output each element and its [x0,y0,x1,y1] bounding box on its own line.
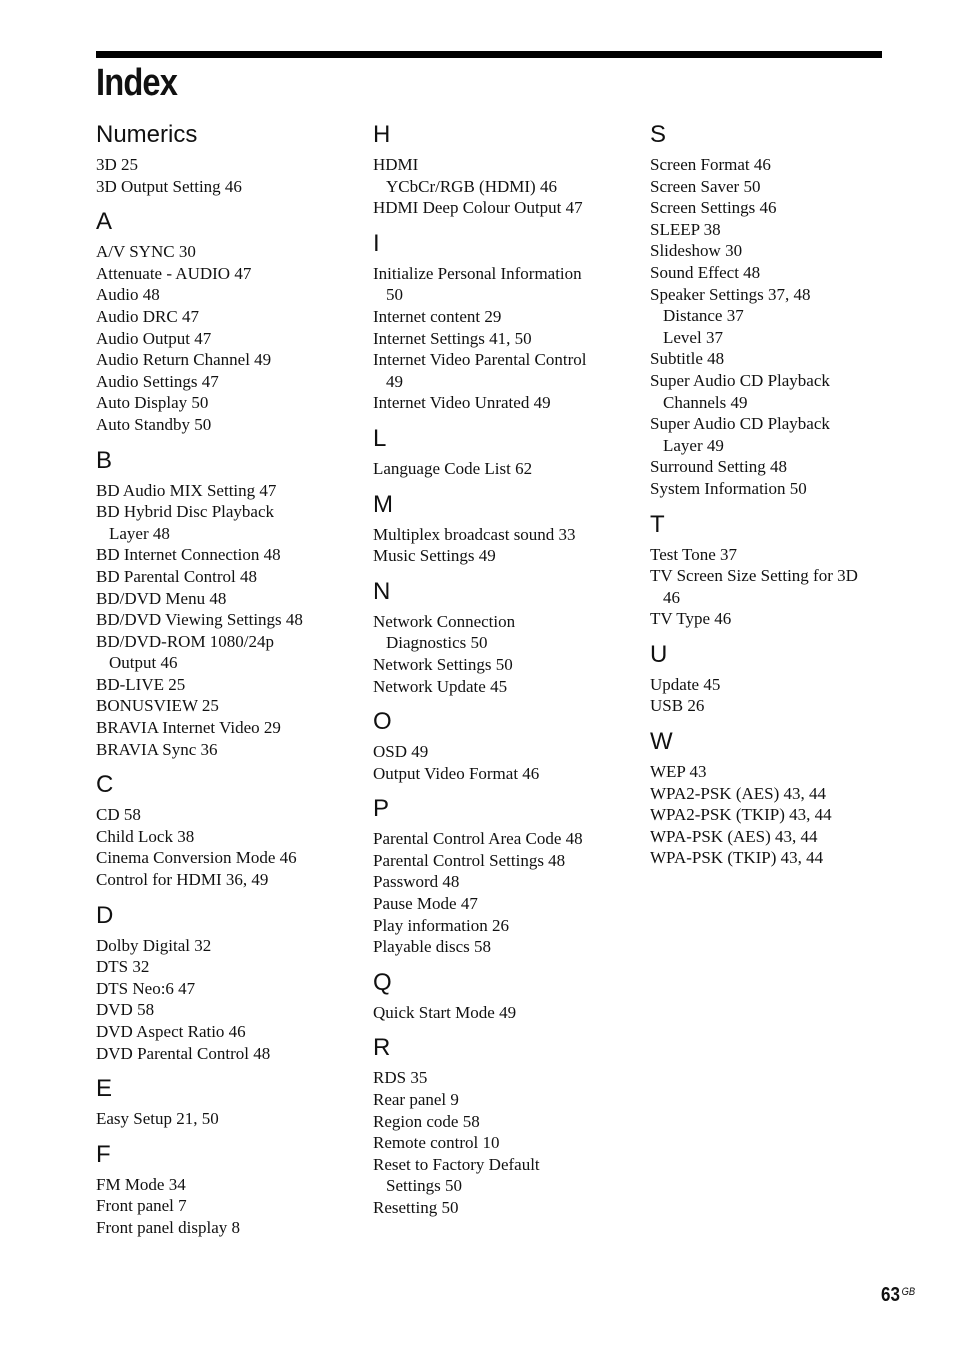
index-entry [650,219,900,241]
index-entry-text: Easy Setup 21, 50 [96,1109,219,1129]
section-heading: H [373,121,391,148]
index-entry [373,458,623,480]
index-entry-text: Resetting 50 [373,1198,459,1217]
index-entry [96,1021,346,1043]
section-heading: I [373,229,380,257]
index-section [373,488,623,567]
section-heading: Numerics [96,121,198,148]
index-entry-text: Auto Display 50 [96,393,209,413]
index-entry [96,566,346,588]
index-entry-text: Internet Video Parental Control [373,350,587,370]
index-entry [96,847,346,869]
index-section [96,444,346,761]
section-heading: R [373,1034,391,1062]
index-section [96,1138,346,1239]
index-entry-subline: 50 [386,285,403,305]
index-entry [650,154,900,176]
index-entry-text: Remote control 10 [373,1133,500,1153]
index-entry-text: BD/DVD Menu 48 [96,588,227,608]
index-section [373,118,623,219]
index-entry [650,565,900,608]
index-entry [373,1111,623,1133]
index-entry [96,935,346,957]
index-section [373,1031,623,1218]
index-entry [373,850,623,872]
index-entry [373,197,623,219]
section-heading: Q [373,968,392,996]
index-entry [96,328,346,350]
index-entry [650,783,900,805]
index-entry-text: Test Tone 37 [650,544,738,564]
index-entry-text: DVD 58 [96,1000,155,1020]
index-entry [96,371,346,393]
index-entry [96,978,346,1000]
index-entry-subline: Diagnostics 50 [386,633,488,653]
index-entry [650,456,900,478]
index-entry-text: Child Lock 38 [96,826,195,846]
index-entry-text: Language Code List 62 [373,458,533,478]
index-entry-subline: Level 37 [663,327,723,347]
index-entry-subline: Distance 37 [663,306,744,326]
index-section [373,422,623,480]
index-entry-text: Internet Settings 41, 50 [373,328,532,348]
index-entry [373,1002,623,1024]
index-entry-subline: 46 [663,587,680,607]
index-entry [373,893,623,915]
index-entry-text: Play information 26 [373,915,509,935]
section-heading: N [373,577,391,605]
index-entry-text: Surround Setting 48 [650,457,787,477]
index-entry [96,1108,346,1130]
index-entry [650,370,900,413]
index-section [373,792,623,958]
index-entry [96,717,346,739]
index-entry-text: Auto Standby 50 [96,414,212,434]
index-entry-text: DTS 32 [96,957,150,977]
index-entry [373,1197,623,1219]
index-entry-text: Super Audio CD Playback [650,414,830,434]
section-heading: F [96,1140,111,1168]
index-entry-text: WPA2-PSK (AES) 43, 44 [650,783,827,803]
index-entry [373,1154,623,1197]
index-section [96,118,346,197]
index-entry-text: WPA-PSK (AES) 43, 44 [650,826,818,846]
index-entry [96,263,346,285]
index-entry-subline: Layer 49 [663,435,724,455]
index-entry-text: BD Hybrid Disc Playback [96,502,275,522]
index-entry [96,544,346,566]
index-entry-text: Speaker Settings 37, 48 [650,284,811,304]
index-entry [373,154,623,197]
index-entry [96,695,346,717]
index-entry-text: Password 48 [373,872,460,892]
index-entry-subline: Channels 49 [663,392,748,412]
index-entry-text: Quick Start Mode 49 [373,1002,517,1022]
index-entry-text: Screen Settings 46 [650,198,777,218]
index-entry [650,197,900,219]
index-entry-text: BD Internet Connection 48 [96,545,281,565]
index-entry-subline: YCbCr/RGB (HDMI) 46 [386,176,557,196]
index-entry-text: WPA-PSK (TKIP) 43, 44 [650,848,824,868]
index-entry [96,414,346,436]
index-entry [373,915,623,937]
index-entry [650,674,900,696]
index-entry [96,1217,346,1239]
section-heading: U [650,640,668,668]
index-entry [96,154,346,176]
index-entry [96,804,346,826]
index-section [650,508,900,630]
index-entry-text: Pause Mode 47 [373,894,478,914]
index-entry-text: A/V SYNC 30 [96,242,196,262]
index-entry [96,1043,346,1065]
index-section [650,118,900,500]
index-entry-text: BD Audio MIX Setting 47 [96,480,277,500]
index-entry [373,1132,623,1154]
index-entry [650,544,900,566]
index-entry [650,176,900,198]
index-entry-text: BRAVIA Internet Video 29 [96,718,281,738]
index-entry-subline: 49 [386,371,403,391]
index-entry [373,741,623,763]
index-entry-text: Audio Settings 47 [96,371,219,391]
section-heading: E [96,1075,113,1103]
index-entry [96,501,346,544]
index-entry-text: Audio DRC 47 [96,306,199,326]
index-entry [373,763,623,785]
index-entry-text: USB 26 [650,696,705,716]
index-entry-text: BD/DVD Viewing Settings 48 [96,610,303,630]
index-entry-text: Sound Effect 48 [650,262,761,282]
index-entry-text: Front panel 7 [96,1196,187,1216]
index-entry [650,413,900,456]
index-entry-text: RDS 35 [373,1068,428,1088]
index-entry-text: Attenuate - AUDIO 47 [96,263,252,283]
index-entry [373,936,623,958]
index-entry [650,348,900,370]
index-entry [96,241,346,263]
index-entry [96,674,346,696]
index-entry-text: WPA2-PSK (TKIP) 43, 44 [650,805,832,825]
index-section [373,966,623,1024]
index-entry [650,240,900,262]
index-entry [96,480,346,502]
section-heading: T [650,510,665,538]
index-entry [96,1174,346,1196]
index-entry-text: Cinema Conversion Mode 46 [96,848,297,868]
section-heading: O [373,708,392,736]
index-entry-text: Audio 48 [96,285,160,305]
page-title: Index [96,62,178,104]
index-entry-text: System Information 50 [650,478,807,498]
section-heading: M [373,490,393,518]
index-entry [650,608,900,630]
index-entry-text: Screen Format 46 [650,155,771,174]
index-entry [96,609,346,631]
index-entry-text: DVD Parental Control 48 [96,1043,271,1063]
page-number-value: 63 [881,1284,900,1306]
index-entry [96,1195,346,1217]
section-heading: C [96,771,114,799]
index-entry-text: Rear panel 9 [373,1090,459,1110]
index-entry-text: Output Video Format 46 [373,763,540,783]
index-entry [373,263,623,306]
index-entry [650,284,900,306]
index-entry-text: TV Type 46 [650,609,732,629]
index-entry-text: DVD Aspect Ratio 46 [96,1022,246,1041]
index-entry-text: Initialize Personal Information [373,263,582,283]
index-entry [96,631,346,674]
section-heading: S [650,121,667,148]
index-entry-text: BD Parental Control 48 [96,566,258,586]
index-entry [96,999,346,1021]
index-entry-text: Reset to Factory Default [373,1154,540,1174]
index-entry [96,176,346,198]
index-entry [373,654,623,676]
index-entry-text: CD 58 [96,805,141,825]
index-entry-text: 3D 25 [96,155,139,174]
index-entry-text: TV Screen Size Setting for 3D [650,566,858,586]
index-entry [96,588,346,610]
section-heading: B [96,446,113,474]
index-entry [650,305,900,327]
section-heading: P [373,795,390,823]
index-column-3 [650,118,900,877]
page-number [881,1284,915,1307]
index-entry-text: Dolby Digital 32 [96,935,212,955]
index-entry-text: Internet content 29 [373,306,502,326]
index-entry-subline: Settings 50 [386,1176,463,1196]
index-column-1 [96,118,346,1247]
index-entry-text: SLEEP 38 [650,219,721,239]
index-entry-text: Audio Return Channel 49 [96,350,272,370]
index-column-2 [373,118,623,1227]
index-entry-text: WEP 43 [650,762,707,782]
index-entry-text: 3D Output Setting 46 [96,176,242,196]
top-rule [96,51,882,58]
index-entry [373,828,623,850]
index-section [96,205,346,435]
index-entry-text: Parental Control Settings 48 [373,850,566,870]
index-entry-text: HDMI [373,155,419,174]
index-entry [373,1089,623,1111]
index-entry [96,739,346,761]
section-heading: W [650,728,673,756]
index-entry-text: Slideshow 30 [650,241,743,261]
index-entry [373,392,623,414]
index-entry [650,327,900,349]
index-entry [650,847,900,869]
index-entry-text: Network Settings 50 [373,654,513,674]
index-entry [650,761,900,783]
index-section [373,705,623,784]
index-entry [650,262,900,284]
index-entry-text: OSD 49 [373,742,429,762]
index-entry-text: HDMI Deep Colour Output 47 [373,198,583,218]
index-section [373,227,623,414]
index-entry [373,545,623,567]
index-entry-subline: Layer 48 [109,523,170,543]
index-entry [373,1067,623,1089]
index-entry-text: Network Connection [373,611,516,631]
index-entry [96,869,346,891]
index-entry-text: Network Update 45 [373,676,508,696]
index-section [96,1072,346,1130]
index-entry [373,524,623,546]
index-entry [373,611,623,654]
index-entry-text: Update 45 [650,674,721,694]
index-entry-text: Playable discs 58 [373,937,492,957]
index-entry [96,306,346,328]
index-section [650,638,900,717]
index-entry-text: BRAVIA Sync 36 [96,739,218,759]
index-entry-text: Music Settings 49 [373,546,496,566]
index-entry [373,306,623,328]
index-entry [650,826,900,848]
index-entry-text: BD/DVD-ROM 1080/24p [96,631,275,651]
index-entry [373,676,623,698]
section-heading: L [373,424,387,452]
index-entry [650,695,900,717]
page-number-suffix: GB [901,1286,916,1298]
section-heading: A [96,208,113,236]
index-entry-text: Screen Saver 50 [650,176,761,196]
index-section [96,899,346,1065]
index-entry-text: Control for HDMI 36, 49 [96,870,269,890]
index-section [373,575,623,697]
index-entry-text: Subtitle 48 [650,349,725,369]
index-entry-text: Parental Control Area Code 48 [373,829,583,849]
index-entry [96,956,346,978]
index-entry [96,392,346,414]
index-entry-text: FM Mode 34 [96,1174,186,1194]
index-entry-text: BD-LIVE 25 [96,674,186,694]
section-heading: D [96,901,114,929]
index-entry [96,826,346,848]
index-entry-subline: Output 46 [109,653,178,673]
index-entry-text: Audio Output 47 [96,328,212,348]
index-entry [96,284,346,306]
index-entry-text: Internet Video Unrated 49 [373,393,551,413]
index-entry [373,328,623,350]
index-entry-text: BONUSVIEW 25 [96,696,219,716]
index-section [650,725,900,869]
index-entry-text: Multiplex broadcast sound 33 [373,524,576,544]
index-entry-text: DTS Neo:6 47 [96,978,196,998]
index-entry-text: Region code 58 [373,1111,480,1131]
index-entry [650,804,900,826]
index-entry [373,349,623,392]
index-entry [373,871,623,893]
index-entry [96,349,346,371]
index-section [96,768,346,890]
index-entry-text: Super Audio CD Playback [650,370,830,390]
index-entry [650,478,900,500]
index-entry-text: Front panel display 8 [96,1217,241,1237]
